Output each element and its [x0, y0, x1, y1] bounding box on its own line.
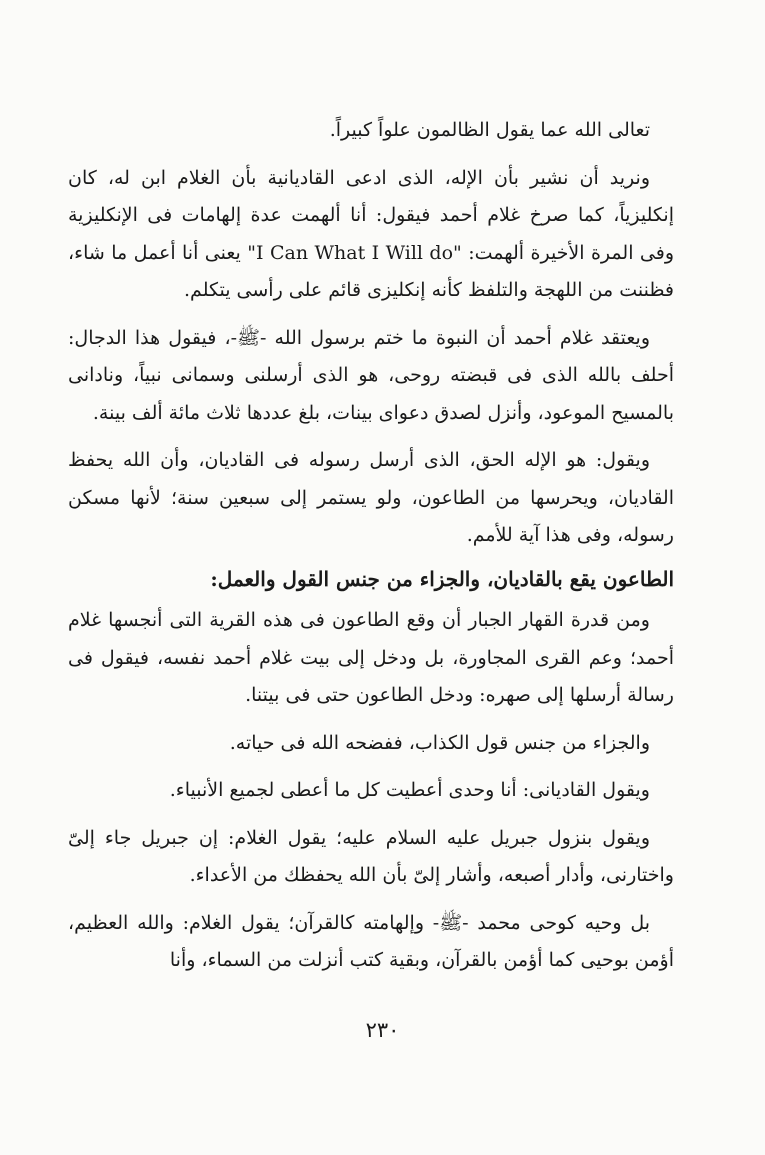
- paragraph-9: بل وحيه كوحى محمد -ﷺ- وإلهامته كالقرآن؛ يقول الغلام: والله العظيم، أؤمن بوحيى كما أؤمن بالقرآن، وبقية كتب أنزلت من السماء، وأنا: [68, 911, 674, 971]
- paragraph-8: ويقول بنزول جبريل عليه السلام عليه؛ يقول الغلام: إن جبريل جاء إلىّ واختارنى، وأدار أصبعه، وأشار إلىّ بأن الله يحفظك من الأعداء.: [68, 826, 674, 886]
- paragraph-4: ويقول: هو الإله الحق، الذى أرسل رسوله فى القاديان، وأن الله يحفظ القاديان، ويحرسها من الطاعون، ولو يستمر إلى سبعين سنة؛ لأنها مسكن رسوله، وفى هذا آية للأمم.: [68, 449, 674, 546]
- paragraph-7: ويقول القاديانى: أنا وحدى أعطيت كل ما أعطى لجميع الأنبياء.: [169, 779, 650, 801]
- section-heading: الطاعون يقع بالقاديان، والجزاء من جنس القول والعمل:: [210, 566, 674, 591]
- paragraph-6: والجزاء من جنس قول الكذاب، ففضحه الله فى حياته.: [229, 731, 650, 754]
- paragraph-5: ومن قدرة القهار الجبار أن وقع الطاعون فى هذه القرية التى أنجسها غلام أحمد؛ وعم القرى المجاورة، بل ودخل إلى بيت غلام أحمد نفسه، فيقول فى رسالة أرسلها إلى صهره: ودخل الطاعون حتى فى بيتنا.: [68, 609, 674, 706]
- paragraph-1: تعالى الله عما يقول الظالمون علواً كبيراً.: [329, 119, 650, 141]
- page-body: [68, 112, 674, 980]
- paragraph-3: ويعتقد غلام أحمد أن النبوة ما ختم برسول الله -ﷺ-، فيقول هذا الدجال: أحلف بالله الذى فى قبضته روحى، هو الذى أرسلنى وسمانى نبياً، ونادانى بالمسيح الموعود، وأنزل لصدق دعواى بينات، بلغ عددها ثلاث مائة ألف بينة.: [68, 326, 674, 424]
- paragraph-2: ونريد أن نشير بأن الإله، الذى ادعى القاديانية بأن الغلام ابن له، كان إنكليزياً، كما صرخ غلام أحمد فيقول: أنا ألهمت عدة إلهامات فى الإنكليزية وفى المرة الأخيرة ألهمت: "I Can What I Will do" يعنى أنا أعمل ما شاء، فظننت من اللهجة والتلفظ كأنه إنكليزى قائم على رأسى يتكلم.: [68, 166, 674, 301]
- page-number: ٢٣٠: [365, 1018, 400, 1042]
